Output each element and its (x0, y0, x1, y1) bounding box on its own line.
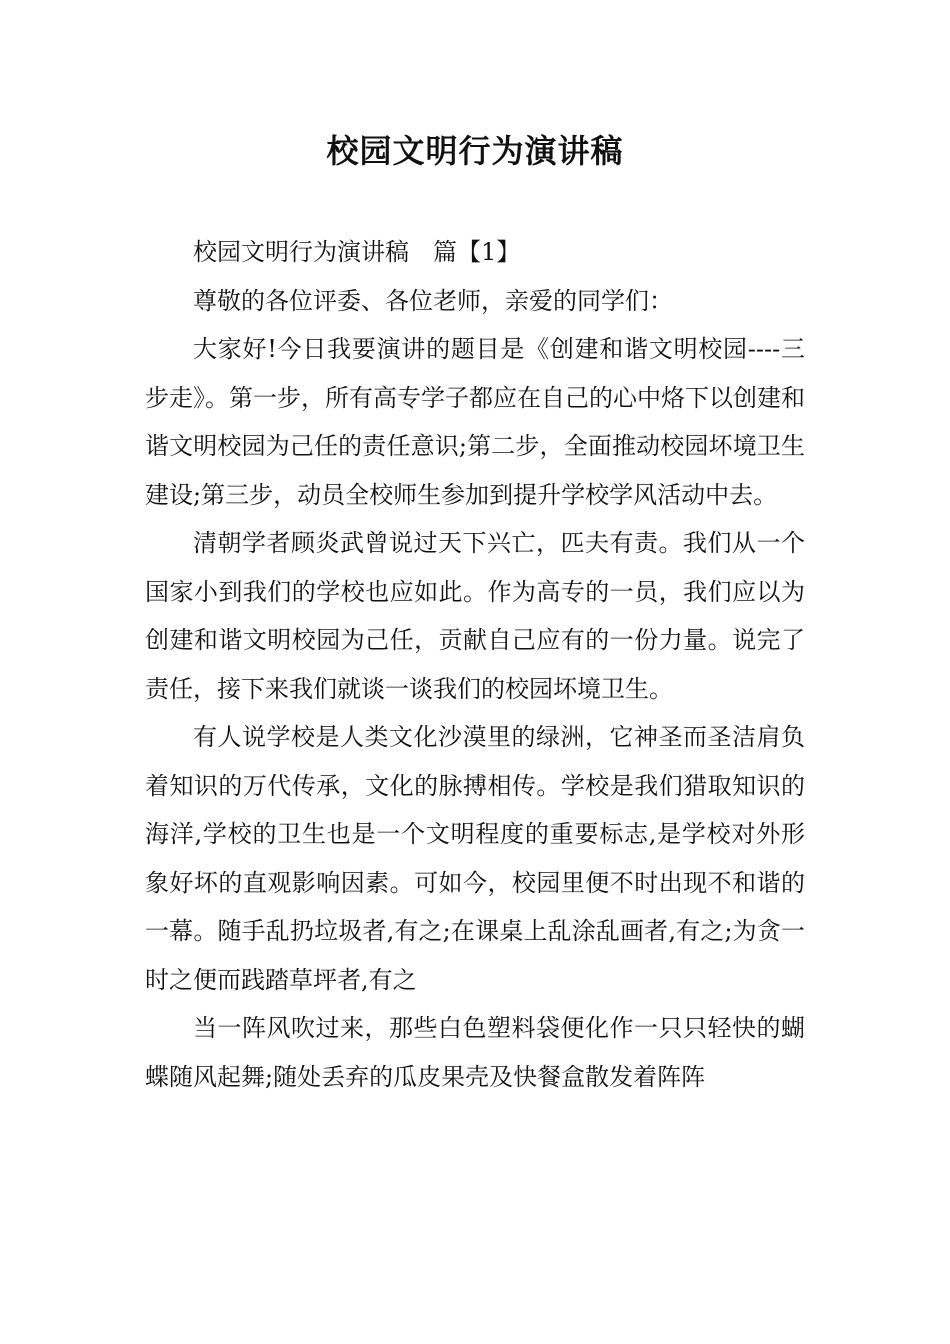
paragraph-2: 清朝学者顾炎武曾说过天下兴亡，匹夫有责。我们从一个国家小到我们的学校也应如此。作为高专的一员，我们应以为创建和谐文明校园为己任，贡献自己应有的一份力量。说完了责任，接下来我们就谈一谈我们的校园坏境卫生。 (145, 529, 805, 703)
document-body (145, 228, 805, 1101)
paragraph-1: 大家好!今日我要演讲的题目是《创建和谐文明校园----三步走》。第一步，所有高专学子都应在自己的心中烙下以创建和谐文明校园为己任的责任意识;第二步，全面推动校园坏境卫生建设;第三步，动员全校师生参加到提升学校学风活动中去。 (145, 335, 805, 509)
document-title: 校园文明行为演讲稿 (326, 132, 624, 170)
paragraph-4: 当一阵风吹过来，那些白色塑料袋便化作一只只轻快的蝴蝶随风起舞;随处丢弃的瓜皮果壳及快餐盒散发着阵阵 (145, 1014, 805, 1091)
salutation: 尊敬的各位评委、各位老师，亲爱的同学们： (193, 286, 673, 315)
section-heading: 校园文明行为演讲稿 篇【1】 (193, 238, 521, 266)
paragraph-3: 有人说学校是人类文化沙漠里的绿洲，它神圣而圣洁肩负着知识的万代传承，文化的脉搏相传。学校是我们猎取知识的海洋,学校的卫生也是一个文明程度的重要标志,是学校对外形象好坏的直观影响因素。可如今，校园里便不时出现不和谐的一幕。随手乱扔垃圾者,有之;在课桌上乱涂乱画者,有之;为贪一时之便而践踏草坪者,有之 (145, 723, 805, 994)
